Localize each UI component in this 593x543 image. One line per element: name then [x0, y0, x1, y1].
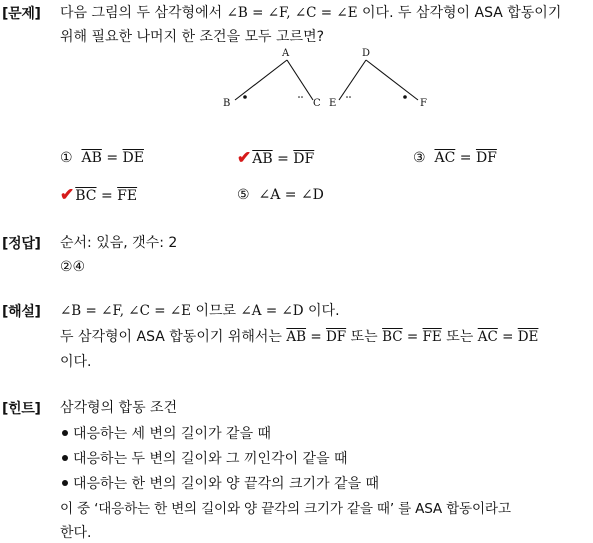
- angle-c-mark-1: [298, 96, 300, 98]
- problem-line-1: 다음 그림의 두 삼각형에서 ∠B = ∠F, ∠C = ∠E 이다. 두 삼각형이 ASA 합동이기: [60, 5, 562, 21]
- bullet-icon: [62, 430, 68, 436]
- choice-5[interactable]: ⑤ ∠A = ∠D: [237, 187, 324, 203]
- explanation-tag: [해설]: [2, 304, 41, 320]
- angle-f-mark: [403, 95, 407, 99]
- hint-title: 삼각형의 합동 조건: [60, 400, 178, 416]
- vertex-e-label: E: [329, 98, 337, 109]
- triangles-figure: [215, 44, 435, 110]
- vertex-f-label: F: [420, 98, 427, 109]
- side-de: [339, 60, 366, 100]
- check-icon: ✔: [237, 148, 252, 168]
- choice-2[interactable]: $✔\overline{AB} = \overline{DF}$: [237, 148, 315, 168]
- side-ac: [287, 60, 313, 100]
- hint-bullet-2: 대응하는 두 변의 길이와 그 끼인각이 같을 때: [60, 449, 348, 469]
- problem-tag: [문제]: [2, 6, 41, 22]
- answer-choices: ②④: [60, 259, 86, 275]
- hint-conclusion-line-1: 이 중 ‘대응하는 한 변의 길이와 양 끝각의 크기가 같을 때’ 를 ASA 합동이라고: [60, 501, 511, 517]
- side-df: [366, 60, 418, 100]
- hint-conclusion-line-2: 한다.: [60, 525, 92, 541]
- bullet-icon: [62, 480, 68, 486]
- choice-4[interactable]: $✔\overline{BC} = \overline{FE}$: [60, 185, 138, 205]
- explanation-line-1: ∠B = ∠F, ∠C = ∠E 이므로 ∠A = ∠D 이다.: [60, 303, 340, 319]
- angle-c-mark-2: [301, 96, 303, 98]
- vertex-d-label: D: [362, 48, 371, 59]
- vertex-c-label: C: [313, 98, 321, 109]
- answer-tag: [정답]: [2, 236, 41, 252]
- choice-3[interactable]: ③ $\overline{AC} = \overline{DF}$: [413, 150, 497, 166]
- hint-bullet-3: 대응하는 한 변의 길이와 양 끝각의 크기가 같을 때: [60, 474, 379, 494]
- bullet-icon: [62, 455, 68, 461]
- problem-line-2: 위해 필요한 나머지 한 조건을 모두 고르면?: [60, 29, 325, 45]
- vertex-b-label: B: [223, 98, 231, 109]
- angle-e-mark-2: [349, 96, 351, 98]
- explanation-line-3: 이다.: [60, 354, 92, 370]
- side-ab: [235, 60, 287, 100]
- vertex-a-label: A: [282, 48, 290, 59]
- given-angles: ∠B = ∠F, ∠C = ∠E: [226, 5, 358, 21]
- explanation-line-2: 두 삼각형이 ASA 합동이기 위해서는 $\overline{AB} = \overline{DF}$ 또는 $\overline{BC} = \overline{FE}$ 또는 $\overline{AC} = \overline{DE}$: [60, 329, 539, 345]
- angle-b-mark: [243, 95, 247, 99]
- hint-bullet-1: 대응하는 세 변의 길이가 같을 때: [60, 424, 271, 444]
- choice-1[interactable]: ① $\overline{AB} = \overline{DE}$: [60, 150, 144, 166]
- answer-order-count: 순서: 있음, 갯수: 2: [60, 235, 178, 251]
- hint-tag: [힌트]: [2, 401, 41, 417]
- check-icon: ✔: [60, 185, 75, 205]
- angle-e-mark-1: [346, 96, 348, 98]
